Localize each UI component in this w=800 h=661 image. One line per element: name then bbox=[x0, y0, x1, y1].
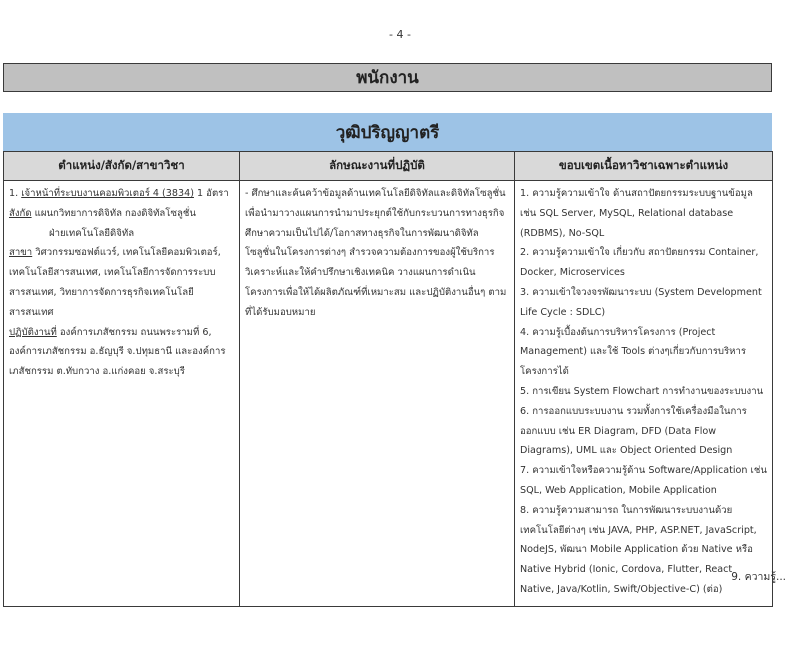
position-cell bbox=[4, 181, 240, 607]
affiliation-line bbox=[9, 204, 234, 224]
scope-item-7: 7. ความเข้าใจหรือความรู้ด้าน Software/Application เช่น SQL, Web Application, Mobile Application bbox=[520, 465, 767, 496]
workplace-label: ปฏิบัติงานที่ bbox=[9, 326, 57, 338]
major-line bbox=[9, 243, 234, 322]
scope-item-3: 3. ความเข้าใจวงจรพัฒนาระบบ (System Development Life Cycle : SDLC) bbox=[520, 286, 762, 318]
header-position: ตำแหน่ง/สังกัด/สาขาวิชา bbox=[4, 152, 240, 181]
section-title: พนักงาน bbox=[356, 68, 419, 88]
affiliation-sub: ฝ่ายเทคโนโลยีดิจิทัล bbox=[49, 227, 135, 239]
header-duties: ลักษณะงานที่ปฏิบัติ bbox=[240, 152, 515, 181]
scope-item-4: 4. ความรู้เบื้องต้นการบริหารโครงการ (Project Management) และใช้ Tools ต่างๆเกี่ยวกับการบริหารโครงการได้ bbox=[520, 326, 747, 378]
affiliation-value: แผนกวิทยาการดิจิทัล กองดิจิทัลโซลูชั่น bbox=[34, 207, 196, 219]
degree-title-banner bbox=[3, 113, 772, 151]
workplace-value: องค์การเภสัชกรรม ถนนพระรามที่ 6, องค์การเภสัชกรรม อ.ธัญบุรี จ.ปทุมธานี และองค์การเภสัชกรรม ต.ทับกวาง อ.แก่งคอย จ.สระบุรี bbox=[9, 326, 226, 378]
degree-title: วุฒิปริญญาตรี bbox=[335, 122, 440, 143]
position-number: 1. bbox=[9, 188, 19, 199]
affiliation-label: สังกัด bbox=[9, 207, 32, 219]
table-row bbox=[4, 181, 773, 607]
workplace-line bbox=[9, 323, 234, 382]
scope-cell bbox=[515, 181, 773, 607]
scope-item-5: 5. การเขียน System Flowchart การทำงานของระบบงาน bbox=[520, 385, 764, 397]
table-header-row bbox=[4, 152, 773, 181]
scope-item-6: 6. การออกแบบระบบงาน รวมทั้งการใช้เครื่องมือในการออกแบบ เช่น ER Diagram, DFD (Data Flow Diagrams), UML และ Object Oriented Design bbox=[520, 405, 747, 457]
position-title-line bbox=[9, 184, 234, 204]
scope-item-2: 2. ความรู้ความเข้าใจ เกี่ยวกับ สถาปัตยกรรม Container, Docker, Microservices bbox=[520, 247, 759, 279]
position-title: เจ้าหน้าที่ระบบงานคอมพิวเตอร์ 4 (3834) bbox=[21, 188, 194, 199]
section-title-banner bbox=[3, 63, 772, 92]
duties-cell bbox=[240, 181, 515, 607]
major-label: สาขา bbox=[9, 247, 33, 259]
scope-item-1: 1. ความรู้ความเข้าใจ ด้านสถาปัตยกรรมระบบฐานข้อมูล เช่น SQL Server, MySQL, Relational database (RDBMS), No-SQL bbox=[520, 188, 753, 239]
duties-text: - ศึกษาและค้นคว้าข้อมูลด้านเทคโนโลยีดิจิทัลและดิจิทัลโซลูชั่นเพื่อนำมาวางแผนการนำมาประยุกต์ใช้กับกระบวนการทางธุรกิจ ศึกษาความเป็นไปได้/โอกาสทางธุรกิจในการพัฒนาดิจิทัลโซลูชั่นในโครงการต่างๆ สำรวจความต้องการของผู้ใช้บริการ วิเคราะห์และให้คำปรึกษาเชิงเทคนิค วางแผนการดำเนินโครงการเพื่อให้ได้ผลิตภัณฑ์ที่เหมาะสม และปฏิบัติงานอื่นๆ ตามที่ได้รับมอบหมาย bbox=[245, 188, 507, 318]
page-number: - 4 - bbox=[389, 28, 411, 41]
position-quota: 1 อัตรา bbox=[197, 188, 229, 199]
position-spec-table bbox=[3, 151, 773, 607]
header-scope: ขอบเขตเนื้อหาวิชาเฉพาะตำแหน่ง bbox=[515, 152, 773, 181]
scope-item-8: 8. ความรู้ความสามารถ ในการพัฒนาระบบงานด้วยเทคโนโลยีต่างๆ เช่น JAVA, PHP, ASP.NET, JavaScript, NodeJS, พัฒนา Mobile Application ด้วย Native หรือ Native Hybrid (Ionic, Cordova, Flutter, React Native, Java/Kotlin, Swift/Objective-C) (ต่อ) bbox=[520, 504, 757, 595]
continue-note: 9. ความรู้... bbox=[731, 571, 786, 583]
major-value: วิศวกรรมซอฟต์แวร์, เทคโนโลยีคอมพิวเตอร์, เทคโนโลยีสารสนเทศ, เทคโนโลยีการจัดการระบบสารสนเทศ, วิทยาการจัดการธุรกิจเทคโนโลยีสารสนเทศ bbox=[9, 247, 221, 318]
